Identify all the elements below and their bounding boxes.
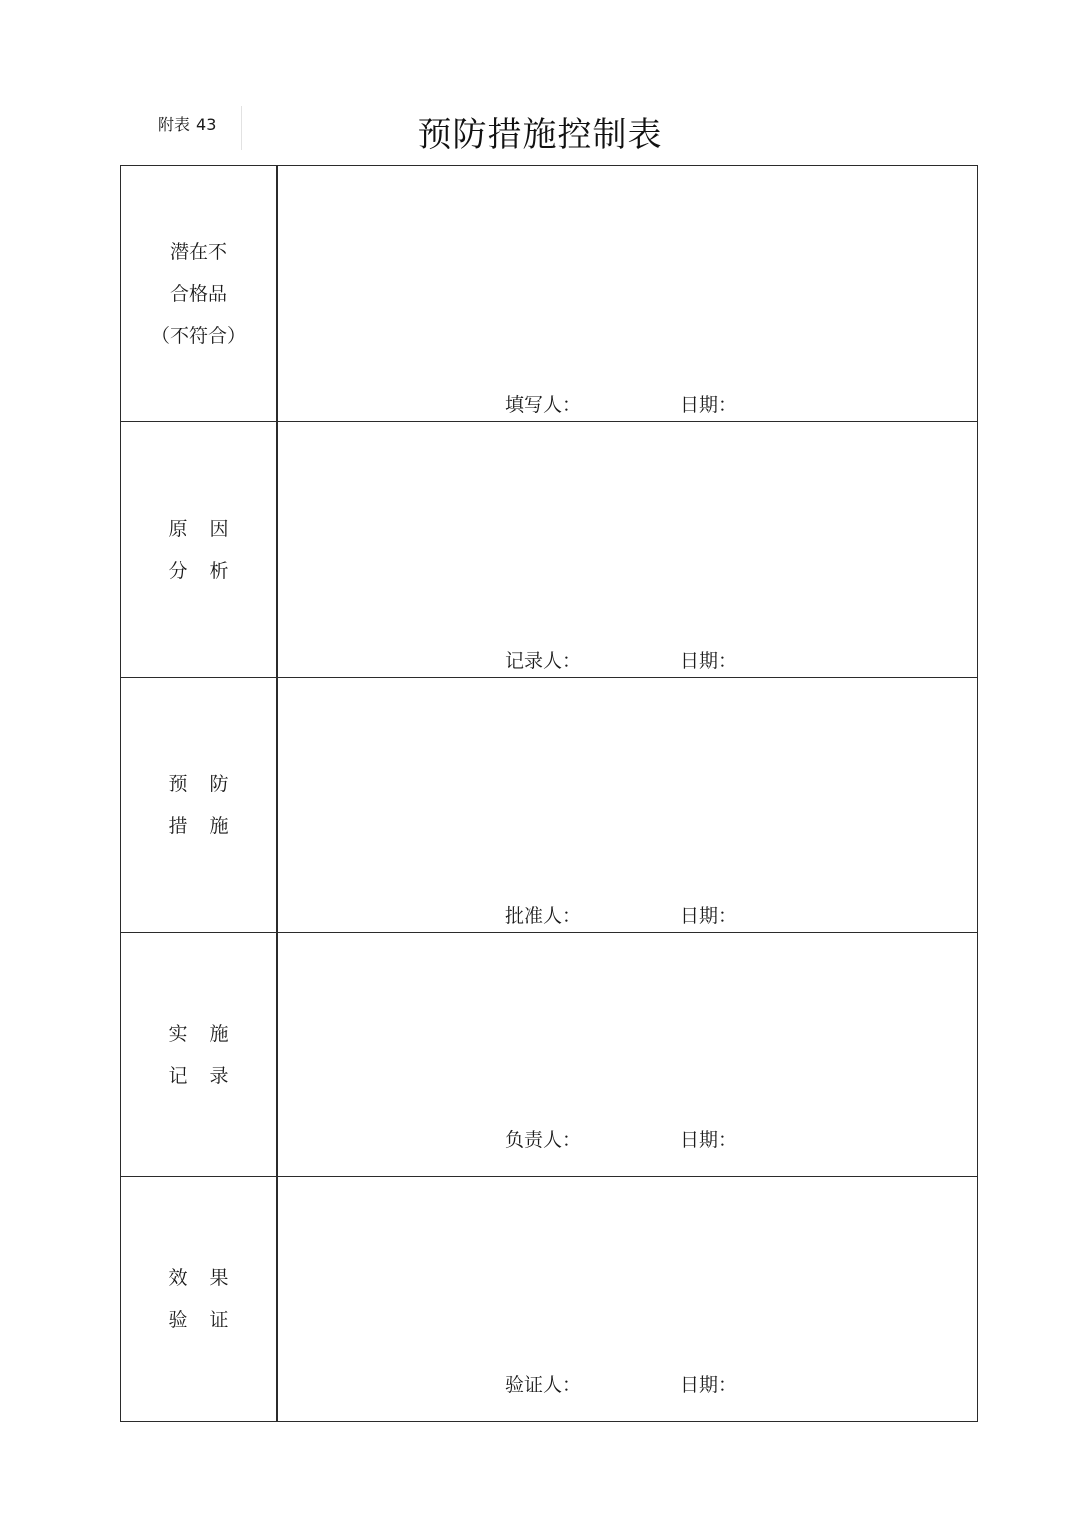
row-cause-analysis: [121, 421, 977, 677]
row-label: [121, 678, 276, 932]
date-field[interactable]: 日期：: [680, 650, 738, 672]
row-label: [121, 422, 276, 677]
responsible-person-field[interactable]: 负责人：: [505, 1129, 582, 1151]
date-field[interactable]: 日期：: [680, 905, 738, 927]
label-line: 实施: [168, 1022, 251, 1045]
verifier-field[interactable]: 验证人：: [505, 1374, 582, 1396]
control-form-table: [120, 165, 978, 1422]
appendix-number: 43: [196, 115, 217, 134]
form-title: 预防措施控制表: [417, 115, 663, 155]
row-label: [121, 1177, 276, 1421]
recorder-field[interactable]: 记录人：: [505, 650, 582, 672]
approver-field[interactable]: 批准人：: [505, 905, 582, 927]
label-line: 原因: [168, 517, 251, 540]
row-implementation-record: [121, 932, 977, 1176]
label-line: 措施: [168, 815, 251, 837]
date-field[interactable]: 日期：: [680, 1374, 738, 1396]
row-label: [121, 166, 276, 421]
appendix-label: 附表: [158, 115, 191, 134]
label-line: 合格品: [169, 282, 227, 305]
row-preventive-measures: [121, 677, 977, 932]
row-label: [121, 933, 276, 1176]
date-field[interactable]: 日期：: [680, 1129, 738, 1151]
label-line: 验证: [168, 1309, 251, 1331]
row-potential-nonconformity: [121, 166, 977, 421]
label-line: 预防: [168, 773, 251, 795]
label-line: （不符合）: [150, 324, 246, 347]
filled-by-field[interactable]: 填写人：: [505, 394, 582, 416]
label-line: 效果: [168, 1267, 251, 1289]
label-line: 记录: [168, 1064, 251, 1087]
label-line: 潜在不: [169, 240, 227, 263]
date-field[interactable]: 日期：: [680, 394, 738, 416]
label-line: 分析: [168, 559, 251, 582]
row-effectiveness-verification: [121, 1176, 977, 1421]
